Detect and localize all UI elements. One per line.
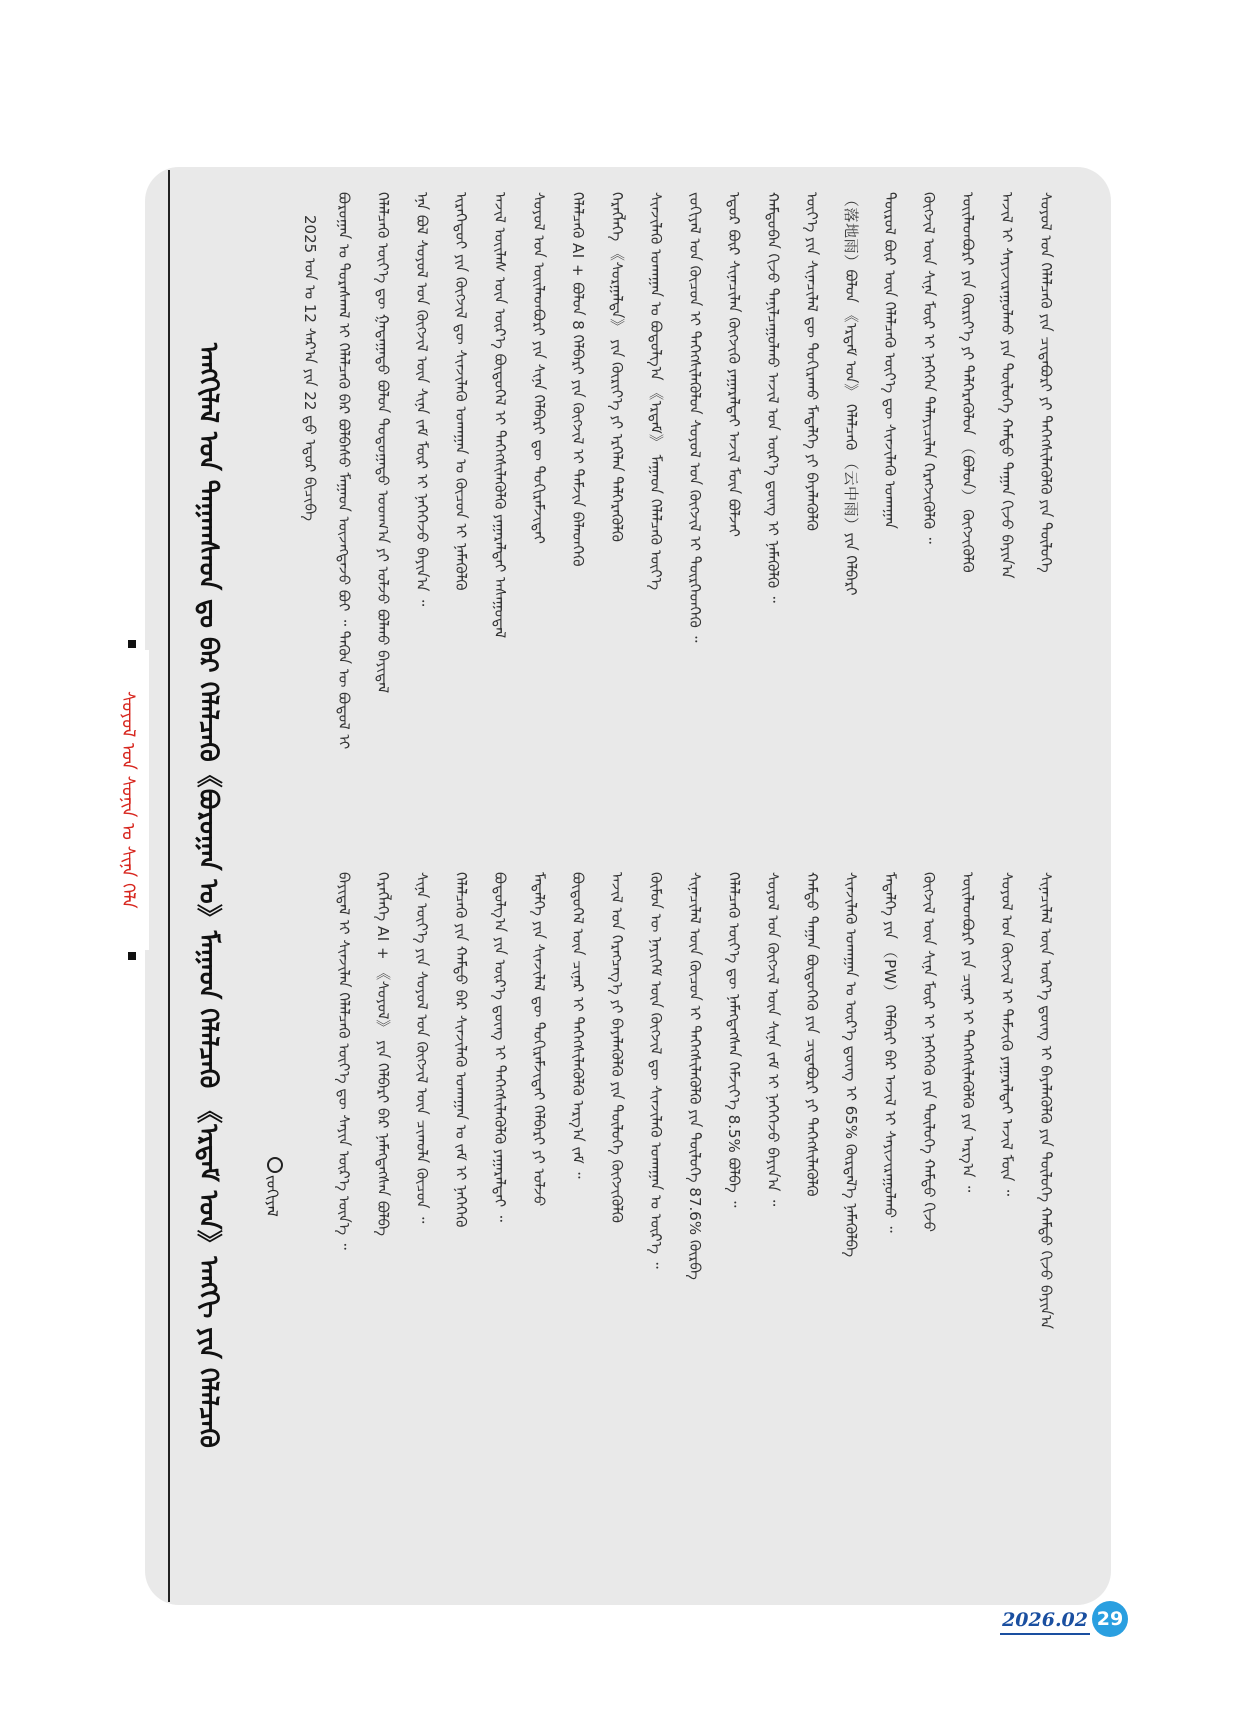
body-text-line: ᠦᠶ᠎ᠡ ᠶᠢᠨ ᠰᠢᠨᠡᠴᠢᠯᠡᠯ ᠳᠦ ᠲᠣᠬᠢᠷᠠᠬᠤ ᠮᠡᠳᠡᠯᠭᠡ ᠶᠢ ᠪᠡᠶᠡᠯᠡᠭᠦᠯᠬᠦ xyxy=(803,192,821,531)
body-text-line: ᠠᠵᠢᠯ ᠦᠢᠯᠡᠰ ᠦᠨ ᠦᠷ᠎ᠡ ᠪᠦᠲᠦᠭᠡᠯ ᠢ ᠳᠡᠭᠡᠭᠰᠢᠯᠡᠭᠦᠯᠬᠦ ᠶᠠᠭᠠᠷᠠᠯᠲᠠᠢ ᠠᠰᠠᠭᠤᠳᠠᠯ xyxy=(491,192,509,639)
body-text-line: ᠬᠦᠮᠦᠨ ᠦ ᠨᠡᠶᠢᠭᠡᠮ ᠦᠨ ᠬᠥᠭᠵᠢᠯ ᠳᠦ ᠰᠢᠨᠵᠢᠯᠡᠬᠦ ᠤᠬᠠᠭᠠᠨ ᠤ ᠦᠷ᠎ᠡ ᠃ xyxy=(647,872,665,1269)
author-name: ᠵᠣᠬᠢᠶᠠᠯ xyxy=(263,1175,281,1217)
body-text-line: ᠬᠡᠯᠡᠯᠴᠡᠬᠦ ᠦᠶ᠎ᠡ ᠳᠦ ᠭᠠᠳᠠᠭᠠᠳᠤ ᠪᠣᠯᠣᠨ ᠳᠣᠲᠣᠭᠠᠳᠤ ᠤᠳᠬ᠎ᠠ ᠶᠢ ᠣᠯᠵᠤ ᠪᠣᠯᠬᠤ ᠪᠠᠶᠢᠳᠠᠯ xyxy=(374,192,392,694)
section-marker-bottom xyxy=(128,952,136,960)
body-text-line: ᠬᠡᠯᠡᠯᠴᠡᠬᠦ AI + ᠪᠣᠯᠣᠨ 8 ᠬᠡᠯᠪᠡᠷᠢ ᠶᠢᠨ ᠬᠦᠭᠵᠢᠯ ᠢ ᠳᠡᠮᠵᠢᠨ ᠪᠡᠯᠡᠳᠬᠡᠬᠦ xyxy=(569,192,587,567)
body-text-line: ᠮᠡᠳᠡᠯᠭᠡ ᠶᠢᠨ ᠰᠢᠨᠵᠢᠯᠡᠯ ᠳᠦ ᠲᠣᠬᠢᠷᠠᠮᠵᠢᠲᠠᠢ ᠬᠡᠯᠪᠡᠷᠢ ᠶᠢ ᠣᠯᠵᠤ xyxy=(530,872,548,1207)
page-number: 29 xyxy=(1092,1601,1128,1637)
body-text-line: ᠰᠣᠶᠣᠯ ᠤᠨ ᠬᠡᠯᠡᠯᠴᠡᠬᠦ ᠶᠢᠨ ᠴᠢᠳᠠᠪᠤᠷᠢ ᠶᠢ ᠳᠡᠭᠡᠭᠰᠢᠯᠡᠭᠦᠯᠬᠦ ᠶᠢᠨ ᠲᠥᠯᠦᠭᠡ xyxy=(1037,192,1055,573)
body-text-line: ᠡᠨᠡ ᠪᠣᠯ ᠰᠣᠶᠣᠯ ᠤᠨ ᠬᠦᠭᠵᠢᠯ ᠦᠨ ᠰᠢᠨᠡ ᠵᠠᠮ ᠮᠥᠷ ᠢ ᠨᠡᠭᠡᠭᠡᠵᠦ ᠪᠠᠶᠢᠨ᠎ᠠ ᠃ xyxy=(413,192,431,607)
body-text-line: ᠪᠣᠷᠣᠭᠠᠨ ᠤ ᠳᠤᠷᠠᠰᠬᠠᠯ ᠢ ᠬᠡᠯᠡᠯᠴᠡᠬᠦ ᠪᠡᠷ ᠪᠣᠯᠪᠠᠰᠤ ᠮᠠᠭᠠᠳ ᠦᠵᠡᠭᠳᠡᠵᠦ ᠪᠣᠢ ᠃ ᠲᠡᠭᠦᠨ ᠦ ᠪᠣᠳᠣᠯ ᠢ xyxy=(335,192,353,750)
body-text-line: ᠬᠦᠭᠵᠢᠯ ᠦᠨ ᠰᠢᠨᠡ ᠮᠥᠷ ᠢ ᠨᠡᠭᠡᠭᠡᠬᠦ ᠶᠢᠨ ᠲᠥᠯᠦᠭᠡ ᠬᠠᠮᠲᠤ ᠬᠢᠵᠦ xyxy=(920,872,938,1233)
body-text-line: ᠦᠢᠯᠡᠳᠪᠦᠷᠢ ᠶᠢᠨ ᠴᠢᠨᠠᠷ ᠢ ᠳᠡᠭᠡᠭᠰᠢᠯᠡᠭᠦᠯᠬᠦ ᠶᠢᠨ ᠠᠷᠭ᠎ᠠ ᠃ xyxy=(959,872,977,1193)
body-text-line: ᠠᠵᠢᠯ ᠢ ᠰᠠᠶᠢᠵᠢᠷᠠᠭᠤᠯᠬᠤ ᠶᠢᠨ ᠲᠥᠯᠦᠭᠡ ᠬᠠᠮᠲᠤ ᠳᠠᠭᠠᠨ ᠬᠢᠵᠦ ᠪᠠᠶᠢᠨ᠎ᠠ xyxy=(998,192,1016,579)
body-text-line: ᠰᠣᠶᠣᠯ ᠤᠨ ᠬᠦᠭᠵᠢᠯ ᠢ ᠳᠡᠮᠵᠢᠬᠦ ᠶᠠᠭᠠᠷᠠᠯᠲᠠᠢ ᠠᠵᠢᠯ ᠮᠥᠨ ᠃ xyxy=(998,872,1016,1197)
body-text-line: ᠬᠠᠮᠲᠤᠪᠠᠨ ᠬᠢᠵᠦ ᠲᠠᠨᠢᠯᠴᠠᠭᠤᠯᠬᠤ ᠠᠵᠢᠯ ᠤᠨ ᠦᠷ᠎ᠡ ᠳ᠋ᠦᠩ ᠢ ᠨᠡᠮᠡᠭᠦᠯᠬᠦ ᠃ xyxy=(764,192,782,603)
body-text-line: ᠵᠣᠬᠢᠶᠠᠯ ᠤᠨ ᠬᠦᠴᠦᠨ ᠢ ᠳᠡᠭᠡᠭᠰᠢᠯᠡᠭᠦᠯᠦᠨ ᠰᠣᠶᠣᠯ ᠤᠨ ᠬᠦᠭᠵᠢᠯ ᠢ ᠳᠦᠷᠭᠡᠳᠭᠡᠬᠦ ᠃ xyxy=(686,192,704,643)
body-text-line: ᠬᠠᠮᠲᠤ ᠳᠠᠭᠠᠨ ᠪᠦᠲᠦᠭᠡᠬᠦ ᠶᠢᠨ ᠴᠢᠳᠠᠪᠤᠷᠢ ᠶᠢ ᠳᠡᠭᠡᠭᠰᠢᠯᠡᠭᠦᠯᠬᠦ xyxy=(803,872,821,1197)
body-text-line: ᠰᠣᠶᠣᠯ ᠤᠨ ᠬᠦᠭᠵᠢᠯ ᠦᠨ ᠰᠢᠨᠡ ᠵᠠᠮ ᠢ ᠨᠡᠭᠡᠭᠡᠵᠦ ᠪᠠᠶᠢᠨ᠎ᠠ ᠃ xyxy=(764,872,782,1207)
body-text-line: ᠬᠡᠷᠡᠭᠯᠡᠭᠡ AI + 《ᠰᠣᠶᠣᠯ》 ᠶᠢᠨ ᠬᠡᠯᠪᠡᠷᠢ ᠪᠡᠷ ᠨᠡᠮᠡᠭᠳᠡᠭᠰᠡᠨ ᠪᠣᠯᠪᠠ xyxy=(374,872,392,1236)
body-text-line: ᠪᠦᠲᠦᠭᠡᠯ ᠦᠨ ᠴᠢᠨᠠᠷ ᠢ ᠳᠡᠭᠡᠭᠰᠢᠯᠡᠭᠦᠯᠬᠦ ᠠᠷᠭ᠎ᠠ ᠵᠠᠮ ᠃ xyxy=(569,872,587,1179)
body-text-line: ᠠᠵᠢᠯ ᠤᠨ ᠬᠡᠷᠡᠭᠴᠡᠭ᠎ᠡ ᠶᠢ ᠪᠡᠶᠡᠯᠡᠭᠦᠯᠬᠦ ᠶᠢᠨ ᠲᠥᠯᠦᠭᠡ ᠬᠥᠭᠵᠢᠭᠦᠯᠬᠦ xyxy=(608,872,626,1223)
body-text-line: ᠮᠡᠳᠡᠯᠭᠡ ᠶᠢᠨ （PW） ᠬᠡᠯᠪᠡᠷᠢ ᠪᠡᠷ ᠠᠵᠢᠯ ᠢ ᠰᠠᠶᠢᠵᠢᠷᠠᠭᠤᠯᠬᠤ ᠃ xyxy=(881,872,899,1233)
section-marker-top xyxy=(128,640,136,648)
body-text-line: ᠬᠥᠭᠵᠢᠯ ᠦᠨ ᠰᠢᠨᠡ ᠮᠥᠷ ᠢ ᠨᠡᠭᠡᠭᠡᠨ ᠳᠠᠯᠠᠶᠢᠴᠢᠯᠠᠨ ᠬᠡᠷᠡᠭᠵᠢᠭᠦᠯᠬᠦ ᠃ xyxy=(920,192,938,544)
body-text-line: ᠪᠣᠳᠣᠯᠭ᠎ᠠ ᠶᠢᠨ ᠦᠷ᠎ᠡ ᠳ᠋ᠦᠩ ᠢ ᠳᠡᠭᠡᠭᠰᠢᠯᠡᠭᠦᠯᠬᠦ ᠶᠠᠭᠠᠷᠠᠯᠲᠠᠢ ᠃ xyxy=(491,872,509,1222)
issue-date-underline xyxy=(1000,1633,1090,1635)
body-text-line: ᠰᠢᠨᠡᠴᠢᠯᠡᠯ ᠦᠨ ᠦᠷ᠎ᠡ ᠳ᠋ᠦᠩ ᠢ ᠪᠡᠶᠡᠯᠡᠭᠦᠯᠬᠦ ᠶᠢᠨ ᠲᠥᠯᠦᠭᠡ ᠬᠠᠮᠲᠤ ᠬᠢᠵᠦ ᠪᠠᠶᠢᠨ᠎ᠠ xyxy=(1037,872,1055,1330)
body-text-line: ᠪᠠᠶᠢᠳᠠᠯ ᠢ ᠰᠢᠨᠵᠢᠯᠡᠨ ᠬᠡᠯᠡᠯᠴᠡᠬᠦ ᠦᠶ᠎ᠡ ᠳᠦ ᠰᠠᠶᠢᠨ ᠦᠷ᠎ᠡ ᠦᠨ᠎ᠡ ᠃ xyxy=(335,872,353,1250)
body-text-line: ᠦᠢᠯᠡᠳᠪᠦᠷᠢ ᠶᠢᠨ ᠬᠦᠷᠢᠶ᠎ᠡ ᠶᠢ ᠳᠡᠯᠭᠡᠷᠡᠭᠦᠯᠦᠨ （ᠪᠣᠯᠤᠨ） ᠬᠥᠭᠵᠢᠭᠦᠯᠬᠦ xyxy=(959,192,977,573)
article-title: ᠠᠩᠭᠢᠯᠠᠯ ᠤᠨ ᠳᠠᠭᠠᠭᠰᠠᠳ ᠳᠤ ᠪᠡᠷ ᠬᠡᠯᠡᠯᠴᠡᠬᠦ《ᠪᠣᠷᠣᠭᠠᠨ ᠤ》ᠮᠠᠭᠠᠳ ᠬᠡᠯᠡᠯᠴᠡᠬᠦ 《ᠡᠷᠳᠡᠮ ᠤᠨ》ᠠᠩᠭᠢ ᠶᠢᠨ ᠬᠡᠯᠡᠯᠴᠡᠬᠦ xyxy=(193,342,223,1448)
body-text-line: ᠬᠡᠯᠡᠯᠴᠡᠬᠦ ᠶᠢᠨ ᠬᠠᠮᠲᠤ ᠪᠡᠷ ᠰᠢᠨᠵᠢᠯᠡᠬᠦ ᠤᠬᠠᠭᠠᠨ ᠤ ᠵᠠᠮ ᠢ ᠨᠡᠭᠡᠭᠡᠬᠦ xyxy=(452,872,470,1228)
body-text-line: ᠰᠢᠨᠡ ᠦᠶ᠎ᠡ ᠶᠢᠨ ᠰᠣᠶᠣᠯ ᠤᠨ ᠬᠦᠭᠵᠢᠯ ᠦᠨ ᠴᠢᠬᠤᠯᠠ ᠬᠦᠴᠦᠨ ᠃ xyxy=(413,872,431,1224)
body-text-line: ᠬᠡᠷᠡᠭᠯᠡᠭᠡ 《ᠰᠤᠷᠭᠠᠯᠲᠠ》 ᠶᠢᠨ ᠬᠦᠷᠢᠶ᠎ᠡ ᠶᠢ ᠡᠷᠬᠡᠯᠡᠨ ᠳᠡᠯᠭᠡᠷᠡᠭᠦᠯᠬᠦ xyxy=(608,192,626,542)
body-text-line: ᠬᠡᠯᠡᠯᠴᠡᠬᠦ ᠦᠶ᠎ᠡ ᠳᠦ ᠨᠡᠮᠡᠭᠳᠡᠭᠰᠡᠨ ᠬᠡᠮᠵᠢᠶ᠎ᠡ 8.5% ᠪᠣᠯᠪᠠ ᠃ xyxy=(725,872,743,1208)
body-text-line: ᠰᠢᠨᠵᠢᠯᠡᠬᠦ ᠤᠬᠠᠭᠠᠨ ᠤ ᠪᠣᠳᠣᠯᠭ᠎ᠠ 《ᠡᠷᠳᠡᠮ》 ᠮᠠᠭᠠᠳ ᠬᠡᠯᠡᠯᠴᠡᠬᠦ ᠦᠶ᠎ᠡ xyxy=(647,192,665,591)
section-label: ᠰᠣᠶᠣᠯ ᠤᠨ ᠰᠣᠨᠢᠨ ᠤ ᠰᠢᠨᠡ ᠬᠡᠯᠡ xyxy=(115,650,149,950)
body-text-line: ᠰᠢᠨᠡᠴᠢᠯᠡᠯ ᠦᠨ ᠬᠦᠴᠦᠨ ᠢ ᠳᠡᠭᠡᠭᠰᠢᠯᠡᠭᠦᠯᠬᠦ ᠶᠢᠨ ᠲᠥᠯᠦᠭᠡ 87.6% ᠬᠦᠷᠪᠡ xyxy=(686,872,704,1280)
body-text-line: ᠲᠥᠷᠦᠯ ᠪᠦᠷ ᠦᠨ ᠬᠡᠯᠡᠯᠴᠡᠬᠦ ᠦᠶ᠎ᠡ ᠳᠦ ᠰᠢᠨᠵᠢᠯᠡᠬᠦ ᠤᠬᠠᠭᠠᠨ xyxy=(881,192,899,529)
body-text-line: ᠡᠳᠦᠷ ᠪᠦᠷ ᠰᠢᠨᠡᠴᠢᠯᠡᠨ ᠬᠥᠭᠵᠢᠬᠦ ᠶᠠᠭᠠᠷᠠᠯᠲᠠᠢ ᠠᠵᠢᠯ ᠮᠥᠨ ᠪᠣᠯᠵᠠᠢ xyxy=(725,192,743,537)
body-text-line: ᠢᠷᠡᠭᠡᠳᠦᠢ ᠶᠢᠨ ᠬᠥᠭᠵᠢᠯ ᠳᠦ ᠰᠢᠨᠵᠢᠯᠡᠬᠦ ᠤᠬᠠᠭᠠᠨ ᠤ ᠬᠦᠴᠦᠨ ᠢ ᠨᠡᠮᠡᠭᠦᠯᠬᠦ xyxy=(452,192,470,591)
body-text-line: ᠰᠢᠨᠵᠢᠯᠡᠬᠦ ᠤᠬᠠᠭᠠᠨ ᠤ ᠦᠷ᠎ᠡ ᠳ᠋ᠦᠩ ᠢ 65% ᠬᠦᠷᠲᠡᠯ᠎ᠡ ᠨᠡᠮᠡᠭᠦᠯᠪᠡ xyxy=(842,872,860,1258)
author-marker-icon xyxy=(267,1157,283,1173)
body-text-line: ᠰᠣᠶᠣᠯ ᠤᠨ ᠦᠢᠯᠡᠳᠪᠦᠷᠢ ᠶᠢᠨ ᠰᠢᠨᠡ ᠬᠡᠯᠪᠡᠷᠢ ᠳᠦ ᠲᠣᠬᠢᠷᠠᠮᠵᠢᠲᠠᠢ xyxy=(530,192,548,544)
date-line: 2025 ᠣᠨ ᠤ 12 ᠰᠠᠷ᠎ᠠ ᠶᠢᠨ 22 ᠳ᠋ᠤ ᠡᠳᠦᠷ ᠪᠢᠴᠢᠪᠡ xyxy=(301,215,319,521)
folio xyxy=(1000,1601,1140,1641)
issue-date: 2026.02 xyxy=(1002,1609,1088,1631)
left-rule xyxy=(168,170,170,1602)
body-text-line: （落地雨）ᠪᠣᠯᠣᠨ 《ᠡᠷᠳᠡᠮ ᠤᠨ》 ᠬᠡᠯᠡᠯᠴᠡᠬᠦ （云中雨）ᠶᠢᠨ ᠬᠡᠯᠪᠡᠷᠢ xyxy=(842,192,860,596)
